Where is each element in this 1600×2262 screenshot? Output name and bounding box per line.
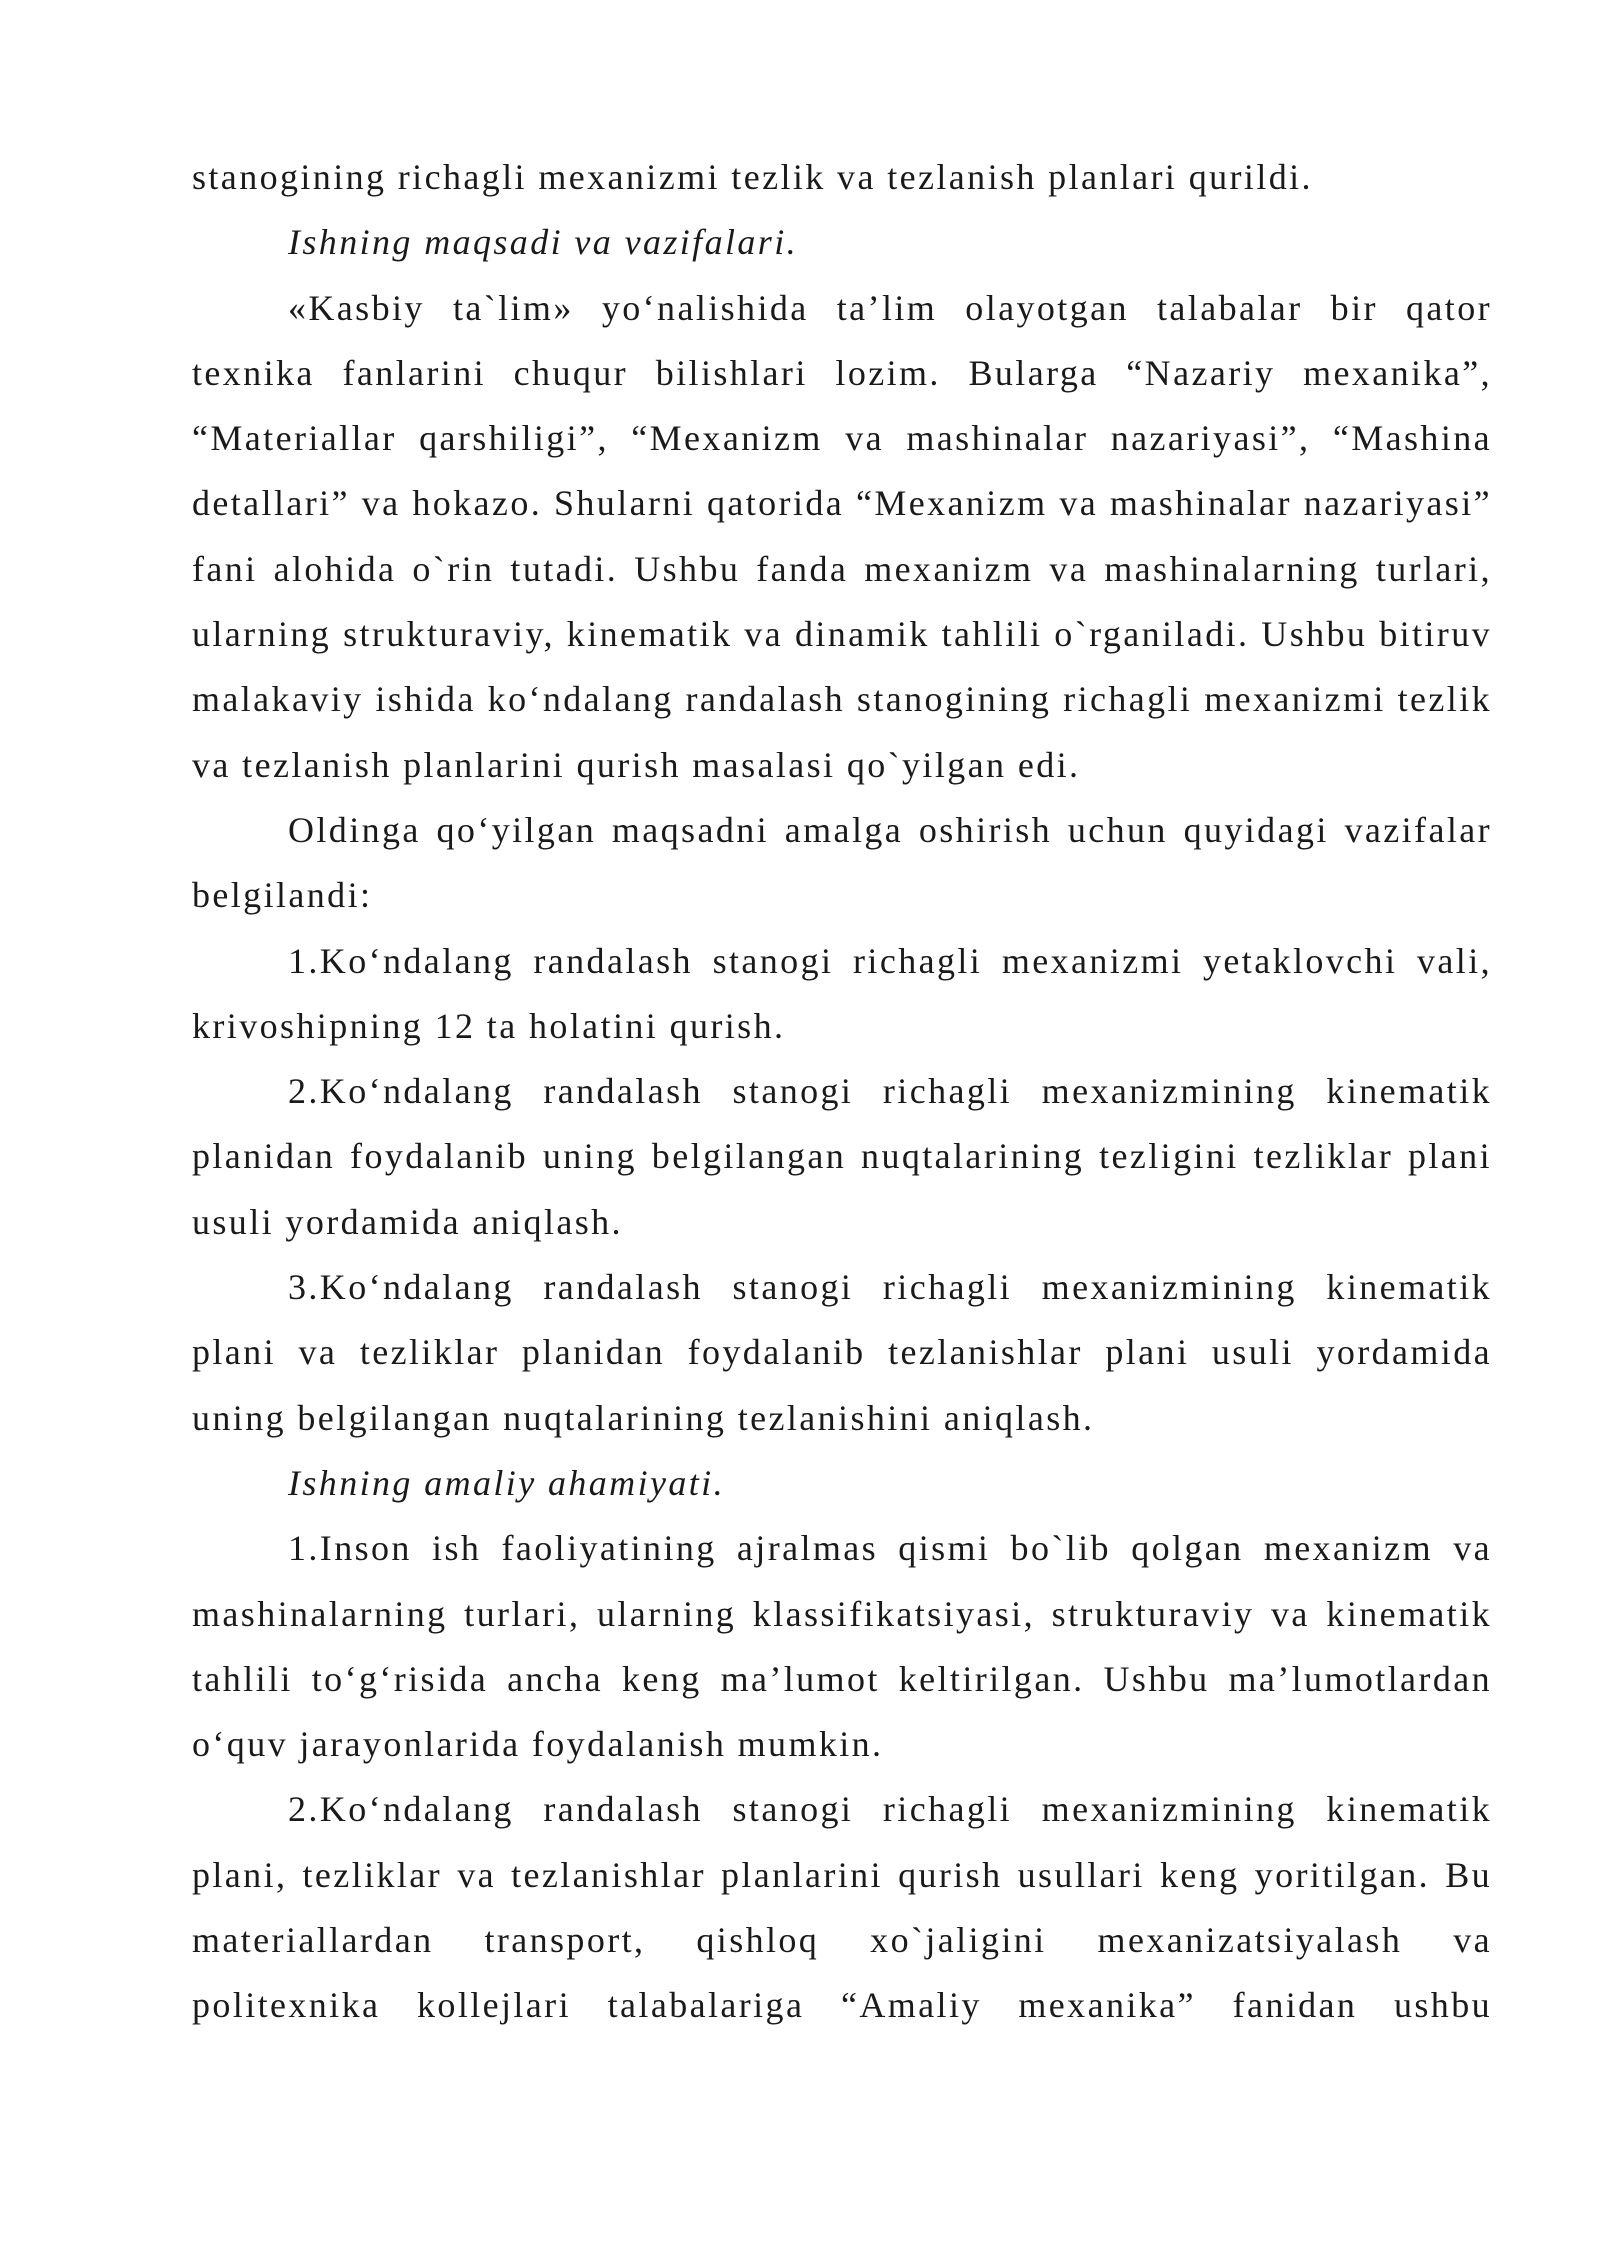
heading-practical-significance: Ishning amaliy ahamiyati.: [288, 1462, 725, 1503]
task-item-1: 1.Ko‘ndalang randalash stanogi richagli mexanizmi yetaklovchi vali, krivoshipning 12 ta holatini qurish.: [192, 940, 1492, 1046]
significance-item-2: 2.Ko‘ndalang randalash stanogi richagli mexanizmining kinematik plani, tezliklar va tezlanishlar planlarini qurish usullari keng yoritilgan. Bu materiallardan transport, qishloq xo`jaligini mexanizatsiyalash va politexnika kollejlari talabalariga “Amaliy mexanika” fanidan ushbu: [192, 1789, 1492, 2026]
paragraph-tasks-lead: Oldinga qo‘yilgan maqsadni amalga oshirish uchun quyidagi vazifalar belgilandi:: [192, 809, 1492, 916]
paragraph-intro: «Kasbiy ta`lim» yo‘nalishida ta’lim olayotgan talabalar bir qator texnika fanlarini chuqur bilishlari lozim. Bularga “Nazariy mexanika”, “Materiallar qarshiligi”, “Mexanizm va mashinalar nazariyasi”, “Mashina detallari” va hokazo. Shularni qatorida “Mexanizm va mashinalar nazariyasi” fani alohida o`rin tutadi. Ushbu fanda mexanizm va mashinalarning turlari, ularning strukturaviy, kinematik va dinamik tahlili o`rganiladi. Ushbu bitiruv malakaviy ishida ko‘ndalang randalash stanogining richagli mexanizmi tezlik va tezlanish planlarini qurish masalasi qo`yilgan edi.: [192, 287, 1492, 785]
task-item-2: 2.Ko‘ndalang randalash stanogi richagli mexanizmining kinematik planidan foydalanib uning belgilangan nuqtalarining tezligini tezliklar plani usuli yordamida aniqlash.: [192, 1071, 1492, 1242]
document-page: [192, 145, 1492, 2039]
significance-item-1: 1.Inson ish faoliyatining ajralmas qismi bo`lib qolgan mexanizm va mashinalarning turlari, ularning klassifikatsiyasi, strukturaviy va kinematik tahlili to‘g‘risida ancha keng ma’lumot keltirilgan. Ushbu ma’lumotlardan o‘quv jarayonlarida foydalanish mumkin.: [192, 1528, 1492, 1765]
paragraph-1: stanogining richagli mexanizmi tezlik va tezlanish planlari qurildi.: [192, 157, 1313, 197]
task-item-3: 3.Ko‘ndalang randalash stanogi richagli mexanizmining kinematik plani va tezliklar planidan foydalanib tezlanishlar plani usuli yordamida uning belgilangan nuqtalarining tezlanishini aniqlash.: [192, 1267, 1492, 1438]
heading-goals: Ishning maqsadi va vazifalari.: [288, 222, 798, 263]
